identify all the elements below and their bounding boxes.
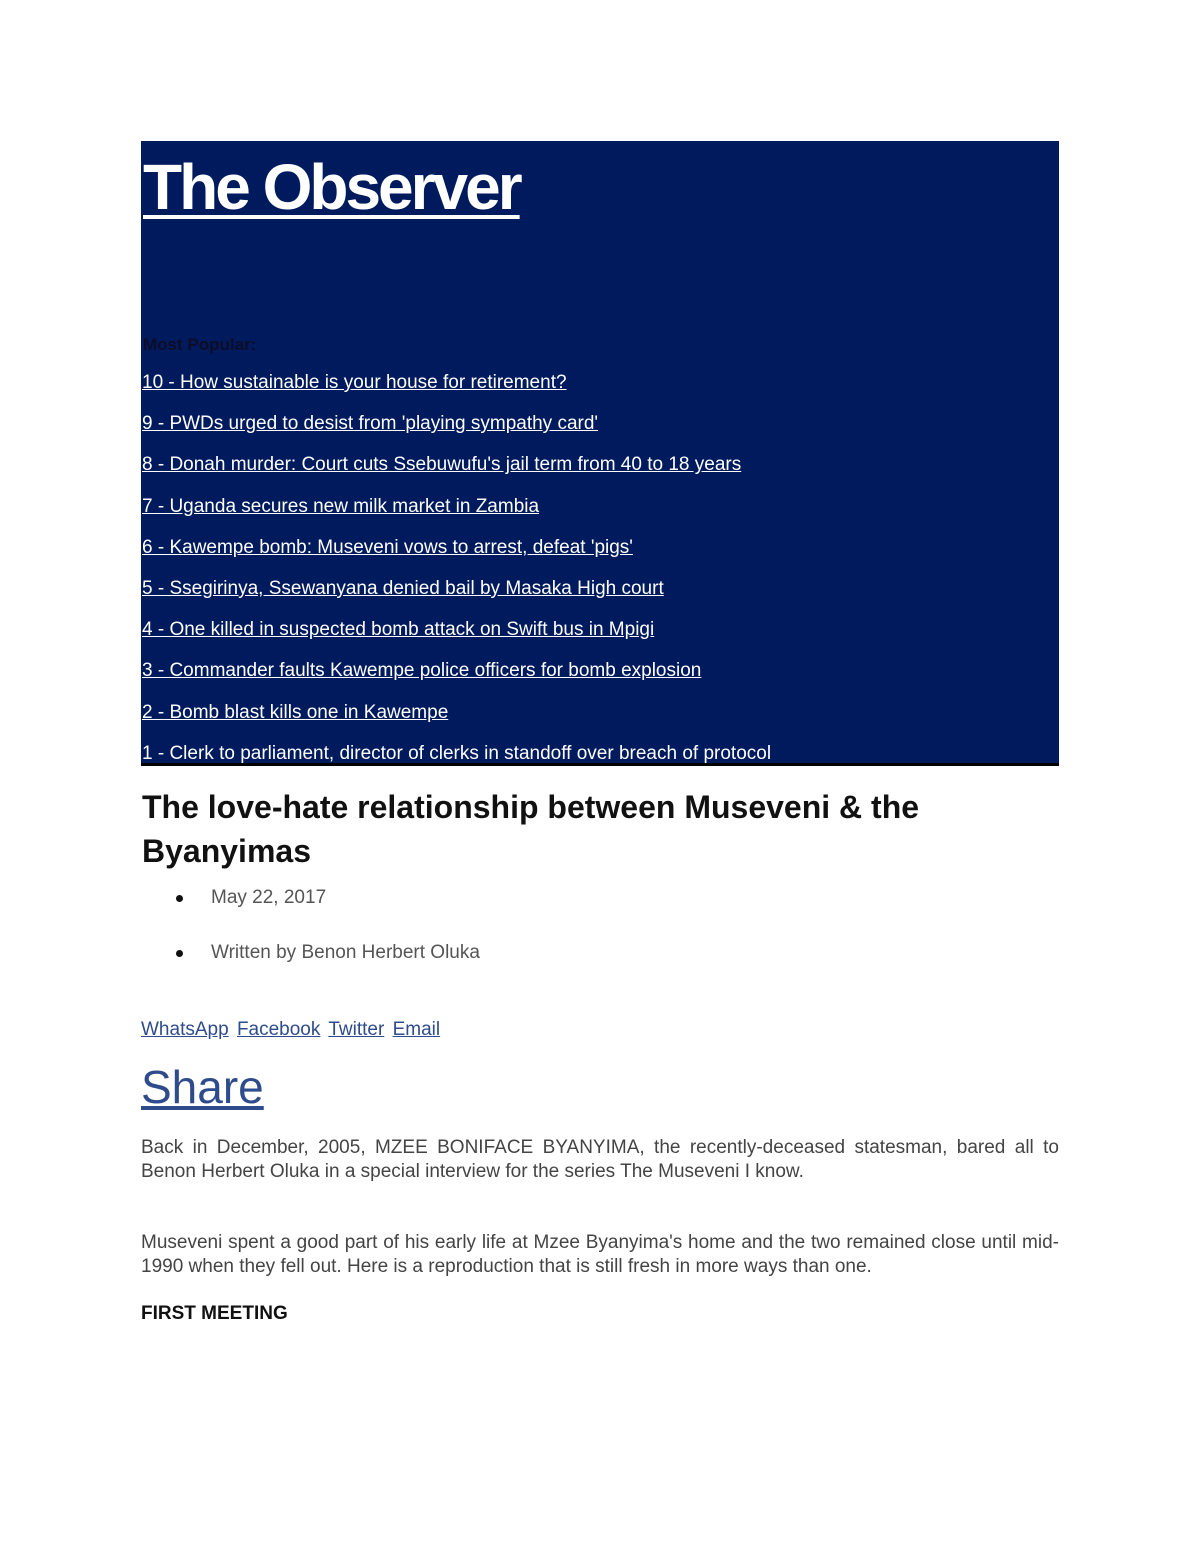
popular-link-5[interactable]: 5 - Ssegirinya, Ssewanyana denied bail by Masaka High court [142,577,664,599]
popular-link-10[interactable]: 10 - How sustainable is your house for retirement? [142,372,567,393]
social-share-links [141,1019,443,1041]
article-paragraph-2: Museveni spent a good part of his early life at Mzee Byanyima's home and the two remained close until mid-1990 when they fell out. Here is a reproduction that is still fresh in more ways than one. [141,1232,1059,1277]
list-item [142,371,771,412]
article-meta [176,884,480,994]
whatsapp-link[interactable]: WhatsApp [141,1019,229,1040]
popular-link-7[interactable]: 7 - Uganda secures new milk market in Zambia [142,495,540,517]
article-headline: The love-hate relationship between Museveni & the Byanyimas [142,789,920,869]
list-item [142,618,771,659]
list-item [142,453,771,494]
popular-text-1: 1 - Clerk to parliament, director of clerks in standoff over breach of protocol [142,742,772,764]
popular-link-8[interactable]: 8 - Donah murder: Court cuts Ssebuwufu's jail term from 40 to 18 years [142,454,742,476]
list-item [142,701,771,742]
popular-link-3[interactable]: 3 - Commander faults Kawempe police officers for bomb explosion [142,660,702,682]
popular-link-6[interactable]: 6 - Kawempe bomb: Museveni vows to arrest, defeat 'pigs' [142,536,633,558]
list-item [142,536,771,577]
list-item [142,495,771,536]
list-item [142,577,771,618]
share-link[interactable]: Share [141,1061,264,1113]
list-item [142,659,771,700]
facebook-link[interactable]: Facebook [236,1019,321,1040]
list-item [142,742,771,783]
email-link[interactable]: Email [392,1019,441,1040]
site-logo[interactable]: The Observer [143,151,520,223]
section-subheading: FIRST MEETING [141,1303,288,1324]
article-author: Written by Benon Herbert Oluka [176,939,480,994]
article-paragraph-1: Back in December, 2005, MZEE BONIFACE BYANYIMA, the recently-deceased statesman, bared all to Benon Herbert Oluka in a special interview for the series The Museveni I know. [141,1137,1059,1182]
popular-link-2[interactable]: 2 - Bomb blast kills one in Kawempe [142,701,449,723]
popular-link-9[interactable]: 9 - PWDs urged to desist from 'playing sympathy card' [142,413,599,435]
most-popular-list [142,371,771,783]
twitter-link[interactable]: Twitter [328,1019,385,1040]
list-item [142,412,771,453]
page [141,141,1059,1324]
most-popular-label: Most Popular: [143,335,257,354]
article-date: May 22, 2017 [176,884,480,939]
popular-link-4[interactable]: 4 - One killed in suspected bomb attack on Swift bus in Mpigi [142,619,655,641]
masthead-banner [141,141,1059,766]
